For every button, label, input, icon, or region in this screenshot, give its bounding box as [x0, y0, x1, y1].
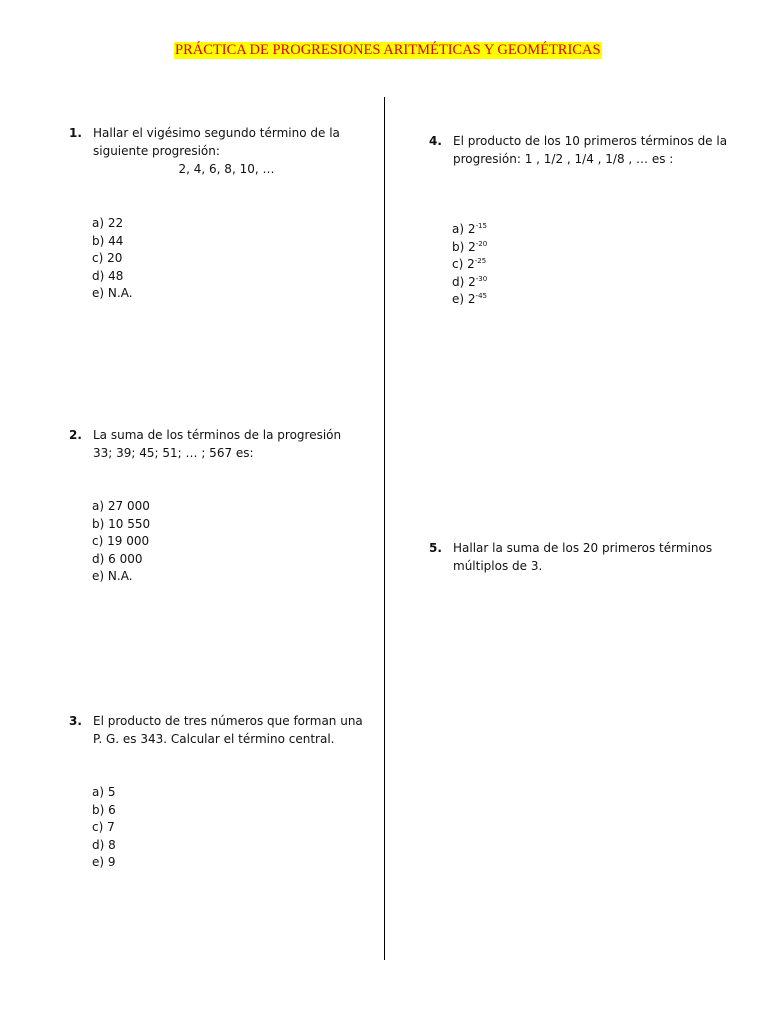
option-c: [92, 250, 133, 268]
option-value: 19 000: [107, 534, 150, 549]
option-value: 5: [107, 785, 116, 799]
option-d: [452, 274, 487, 292]
option-label: d): [452, 274, 465, 289]
option-label: a): [92, 499, 105, 513]
option-base: 2: [467, 222, 476, 236]
option-c: [452, 256, 487, 274]
option-base: 2: [467, 257, 475, 272]
question-text-line: El producto de los 10 primeros términos de la: [453, 134, 728, 148]
question-number: 1.: [69, 126, 82, 140]
option-value: 6: [108, 802, 116, 817]
option-exponent: -20: [475, 239, 488, 248]
option-label: b): [92, 802, 105, 817]
sequence-line: 2, 4, 6, 8, 10, …: [178, 162, 275, 176]
question-text-line: P. G. es 343. Calcular el término central.: [93, 732, 335, 746]
option-e: [92, 285, 133, 303]
option-label: d): [92, 837, 105, 852]
option-label: b): [92, 516, 105, 531]
option-a: [92, 498, 150, 516]
option-label: d): [92, 268, 105, 283]
option-label: b): [452, 239, 465, 254]
option-c: [92, 819, 116, 837]
option-label: b): [92, 233, 105, 248]
option-b: [92, 233, 133, 251]
question-4: [429, 132, 728, 168]
option-d: [92, 837, 116, 855]
option-exponent: -30: [475, 274, 488, 283]
option-value: N.A.: [107, 286, 133, 301]
option-base: 2: [468, 239, 476, 254]
option-d: [92, 268, 133, 286]
question-text-line: progresión: 1 , 1/2 , 1/4 , 1/8 , … es :: [453, 152, 674, 166]
option-e: [92, 568, 150, 586]
option-a: [92, 784, 116, 802]
option-base: 2: [467, 292, 476, 307]
question-number: 2.: [69, 428, 82, 442]
option-value: 9: [107, 855, 116, 870]
options-list: [452, 221, 487, 309]
option-value: 10 550: [108, 516, 151, 531]
column-divider: [384, 97, 385, 960]
option-value: 6 000: [108, 551, 143, 566]
option-b: [92, 516, 150, 534]
option-value: N.A.: [107, 569, 133, 584]
question-text-line: 33; 39; 45; 51; … ; 567 es:: [93, 446, 254, 460]
option-label: c): [452, 257, 464, 272]
option-label: a): [452, 222, 465, 236]
option-label: c): [92, 820, 104, 835]
option-value: 27 000: [107, 499, 150, 513]
options-list: [92, 215, 133, 303]
question-text-line: siguiente progresión:: [93, 144, 220, 158]
question-5: [429, 539, 713, 575]
option-a: [92, 215, 133, 233]
option-exponent: -15: [475, 222, 487, 230]
option-label: e): [452, 292, 465, 307]
option-b: [92, 802, 116, 820]
option-exponent: -25: [474, 257, 487, 266]
question-3: [69, 712, 363, 748]
option-c: [92, 533, 150, 551]
option-value: 48: [108, 268, 124, 283]
question-text-line: múltiplos de 3.: [453, 559, 543, 573]
option-e: [92, 854, 116, 872]
option-value: 22: [107, 216, 124, 230]
option-a: [452, 221, 487, 239]
question-number: 4.: [429, 134, 442, 148]
options-list: [92, 498, 150, 586]
page-title: PRÁCTICA DE PROGRESIONES ARITMÉTICAS Y GEOMÉTRICAS: [175, 42, 601, 58]
options-list: [92, 784, 116, 872]
question-text-line: Hallar la suma de los 20 primeros términos: [453, 541, 713, 555]
option-value: 8: [108, 837, 116, 852]
question-text-line: Hallar el vigésimo segundo término de la: [93, 126, 340, 140]
option-base: 2: [468, 274, 476, 289]
question-number: 3.: [69, 714, 82, 728]
option-label: e): [92, 286, 105, 301]
option-label: a): [92, 785, 105, 799]
question-text-line: El producto de tres números que forman una: [93, 714, 363, 728]
question-text-line: La suma de los términos de la progresión: [93, 428, 342, 442]
question-1: [69, 124, 360, 178]
option-e: [452, 291, 487, 309]
option-b: [452, 239, 487, 257]
option-label: d): [92, 551, 105, 566]
option-value: 20: [107, 251, 123, 266]
option-value: 44: [108, 233, 124, 248]
option-d: [92, 551, 150, 569]
option-label: a): [92, 216, 105, 230]
option-label: c): [92, 251, 104, 266]
option-label: e): [92, 569, 105, 584]
question-2: [69, 426, 342, 462]
option-exponent: -45: [475, 292, 487, 301]
question-number: 5.: [429, 541, 442, 555]
option-label: e): [92, 855, 105, 870]
option-label: c): [92, 534, 104, 549]
option-value: 7: [107, 820, 115, 835]
